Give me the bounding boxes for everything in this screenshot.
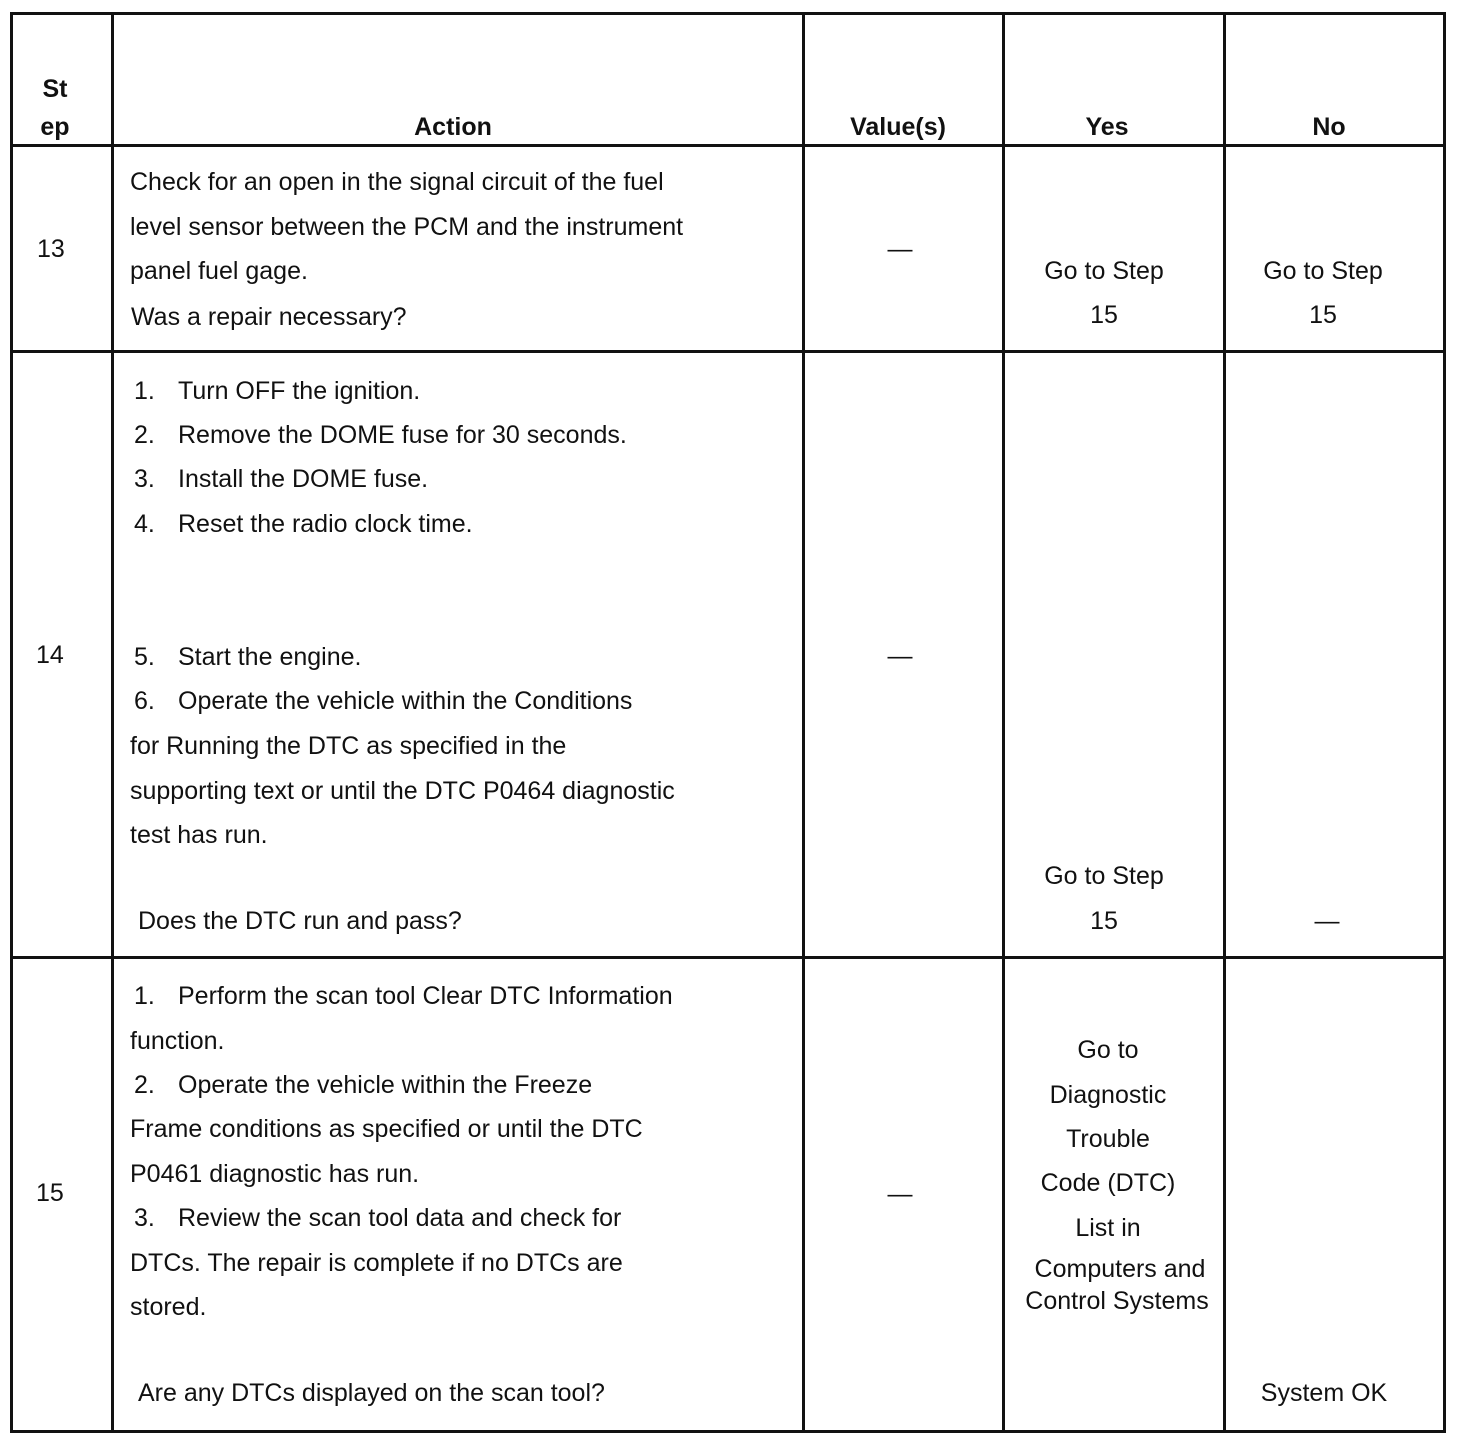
value-cell: — (887, 235, 913, 263)
list-number: 2. (134, 421, 155, 449)
row-divider (10, 144, 1446, 147)
action-text-line: DTCs. The repair is complete if no DTCs are (130, 1249, 623, 1277)
action-text-line: stored. (130, 1293, 207, 1321)
row-divider (10, 956, 1446, 959)
list-number: 5. (134, 643, 155, 671)
header-action: Action (414, 113, 492, 141)
header-yes: Yes (1085, 113, 1129, 141)
action-text-line: Operate the vehicle within the Freeze (178, 1071, 593, 1099)
column-divider (111, 12, 114, 1433)
table-border-top (10, 12, 1446, 15)
action-text-line: Check for an open in the signal circuit of the fuel (130, 168, 664, 196)
list-number: 1. (134, 377, 155, 405)
action-text-line: Turn OFF the ignition. (178, 377, 421, 405)
action-text-line: Remove the DOME fuse for 30 seconds. (178, 421, 627, 449)
action-text-line: function. (130, 1027, 225, 1055)
yes-cell-line: Diagnostic (1049, 1081, 1167, 1109)
action-text-line: Perform the scan tool Clear DTC Information (178, 982, 673, 1010)
action-text-line: Review the scan tool data and check for (178, 1204, 622, 1232)
yes-cell-line: Go to Step (1044, 862, 1164, 890)
value-cell: — (887, 1180, 913, 1208)
header-step-line1: St (42, 75, 68, 103)
list-number: 4. (134, 510, 155, 538)
column-divider (1223, 12, 1226, 1433)
list-number: 3. (134, 465, 155, 493)
action-text-line: for Running the DTC as specified in the (130, 732, 567, 760)
no-cell-line: — (1314, 907, 1340, 935)
table-border-left (10, 12, 13, 1433)
list-number: 6. (134, 687, 155, 715)
action-text-line: Install the DOME fuse. (178, 465, 429, 493)
action-question: Are any DTCs displayed on the scan tool? (138, 1379, 605, 1407)
no-cell-line: 15 (1309, 301, 1337, 329)
diagnostic-table (10, 12, 1446, 1433)
column-divider (802, 12, 805, 1433)
list-number: 3. (134, 1204, 155, 1232)
action-text-line: Reset the radio clock time. (178, 510, 473, 538)
action-question: Was a repair necessary? (131, 303, 407, 331)
yes-cell-line: 15 (1090, 301, 1118, 329)
value-cell: — (887, 642, 913, 670)
step-number: 13 (37, 235, 65, 263)
list-number: 2. (134, 1071, 155, 1099)
step-number: 15 (36, 1179, 64, 1207)
action-text-line: supporting text or until the DTC P0464 diagnostic (130, 777, 675, 805)
column-divider (1002, 12, 1005, 1433)
action-text-line: panel fuel gage. (130, 257, 308, 285)
yes-cell-line: Trouble (1066, 1125, 1150, 1153)
yes-cell-line: Computers and (1034, 1255, 1206, 1283)
action-text-line: test has run. (130, 821, 268, 849)
no-cell-line: Go to Step (1263, 257, 1383, 285)
yes-cell-line: Code (DTC) (1040, 1169, 1176, 1197)
action-question: Does the DTC run and pass? (138, 907, 462, 935)
action-text-line: level sensor between the PCM and the instrument (130, 213, 684, 241)
row-divider (10, 350, 1446, 353)
header-step-line2: ep (40, 113, 70, 141)
yes-cell-line: Control Systems (1025, 1287, 1209, 1315)
action-text-line: Frame conditions as specified or until the DTC (130, 1115, 643, 1143)
yes-cell-line: 15 (1090, 907, 1118, 935)
yes-cell-line: Go to (1077, 1036, 1139, 1064)
yes-cell-line: Go to Step (1044, 257, 1164, 285)
list-number: 1. (134, 982, 155, 1010)
header-no: No (1312, 113, 1346, 141)
table-border-bottom (10, 1430, 1446, 1433)
action-text-line: P0461 diagnostic has run. (130, 1160, 420, 1188)
action-text-line: Start the engine. (178, 643, 362, 671)
header-values: Value(s) (850, 113, 946, 141)
yes-cell-line: List in (1075, 1214, 1141, 1242)
no-cell-line: System OK (1260, 1379, 1388, 1407)
step-number: 14 (36, 641, 64, 669)
action-text-line: Operate the vehicle within the Conditions (178, 687, 633, 715)
table-border-right (1443, 12, 1446, 1433)
